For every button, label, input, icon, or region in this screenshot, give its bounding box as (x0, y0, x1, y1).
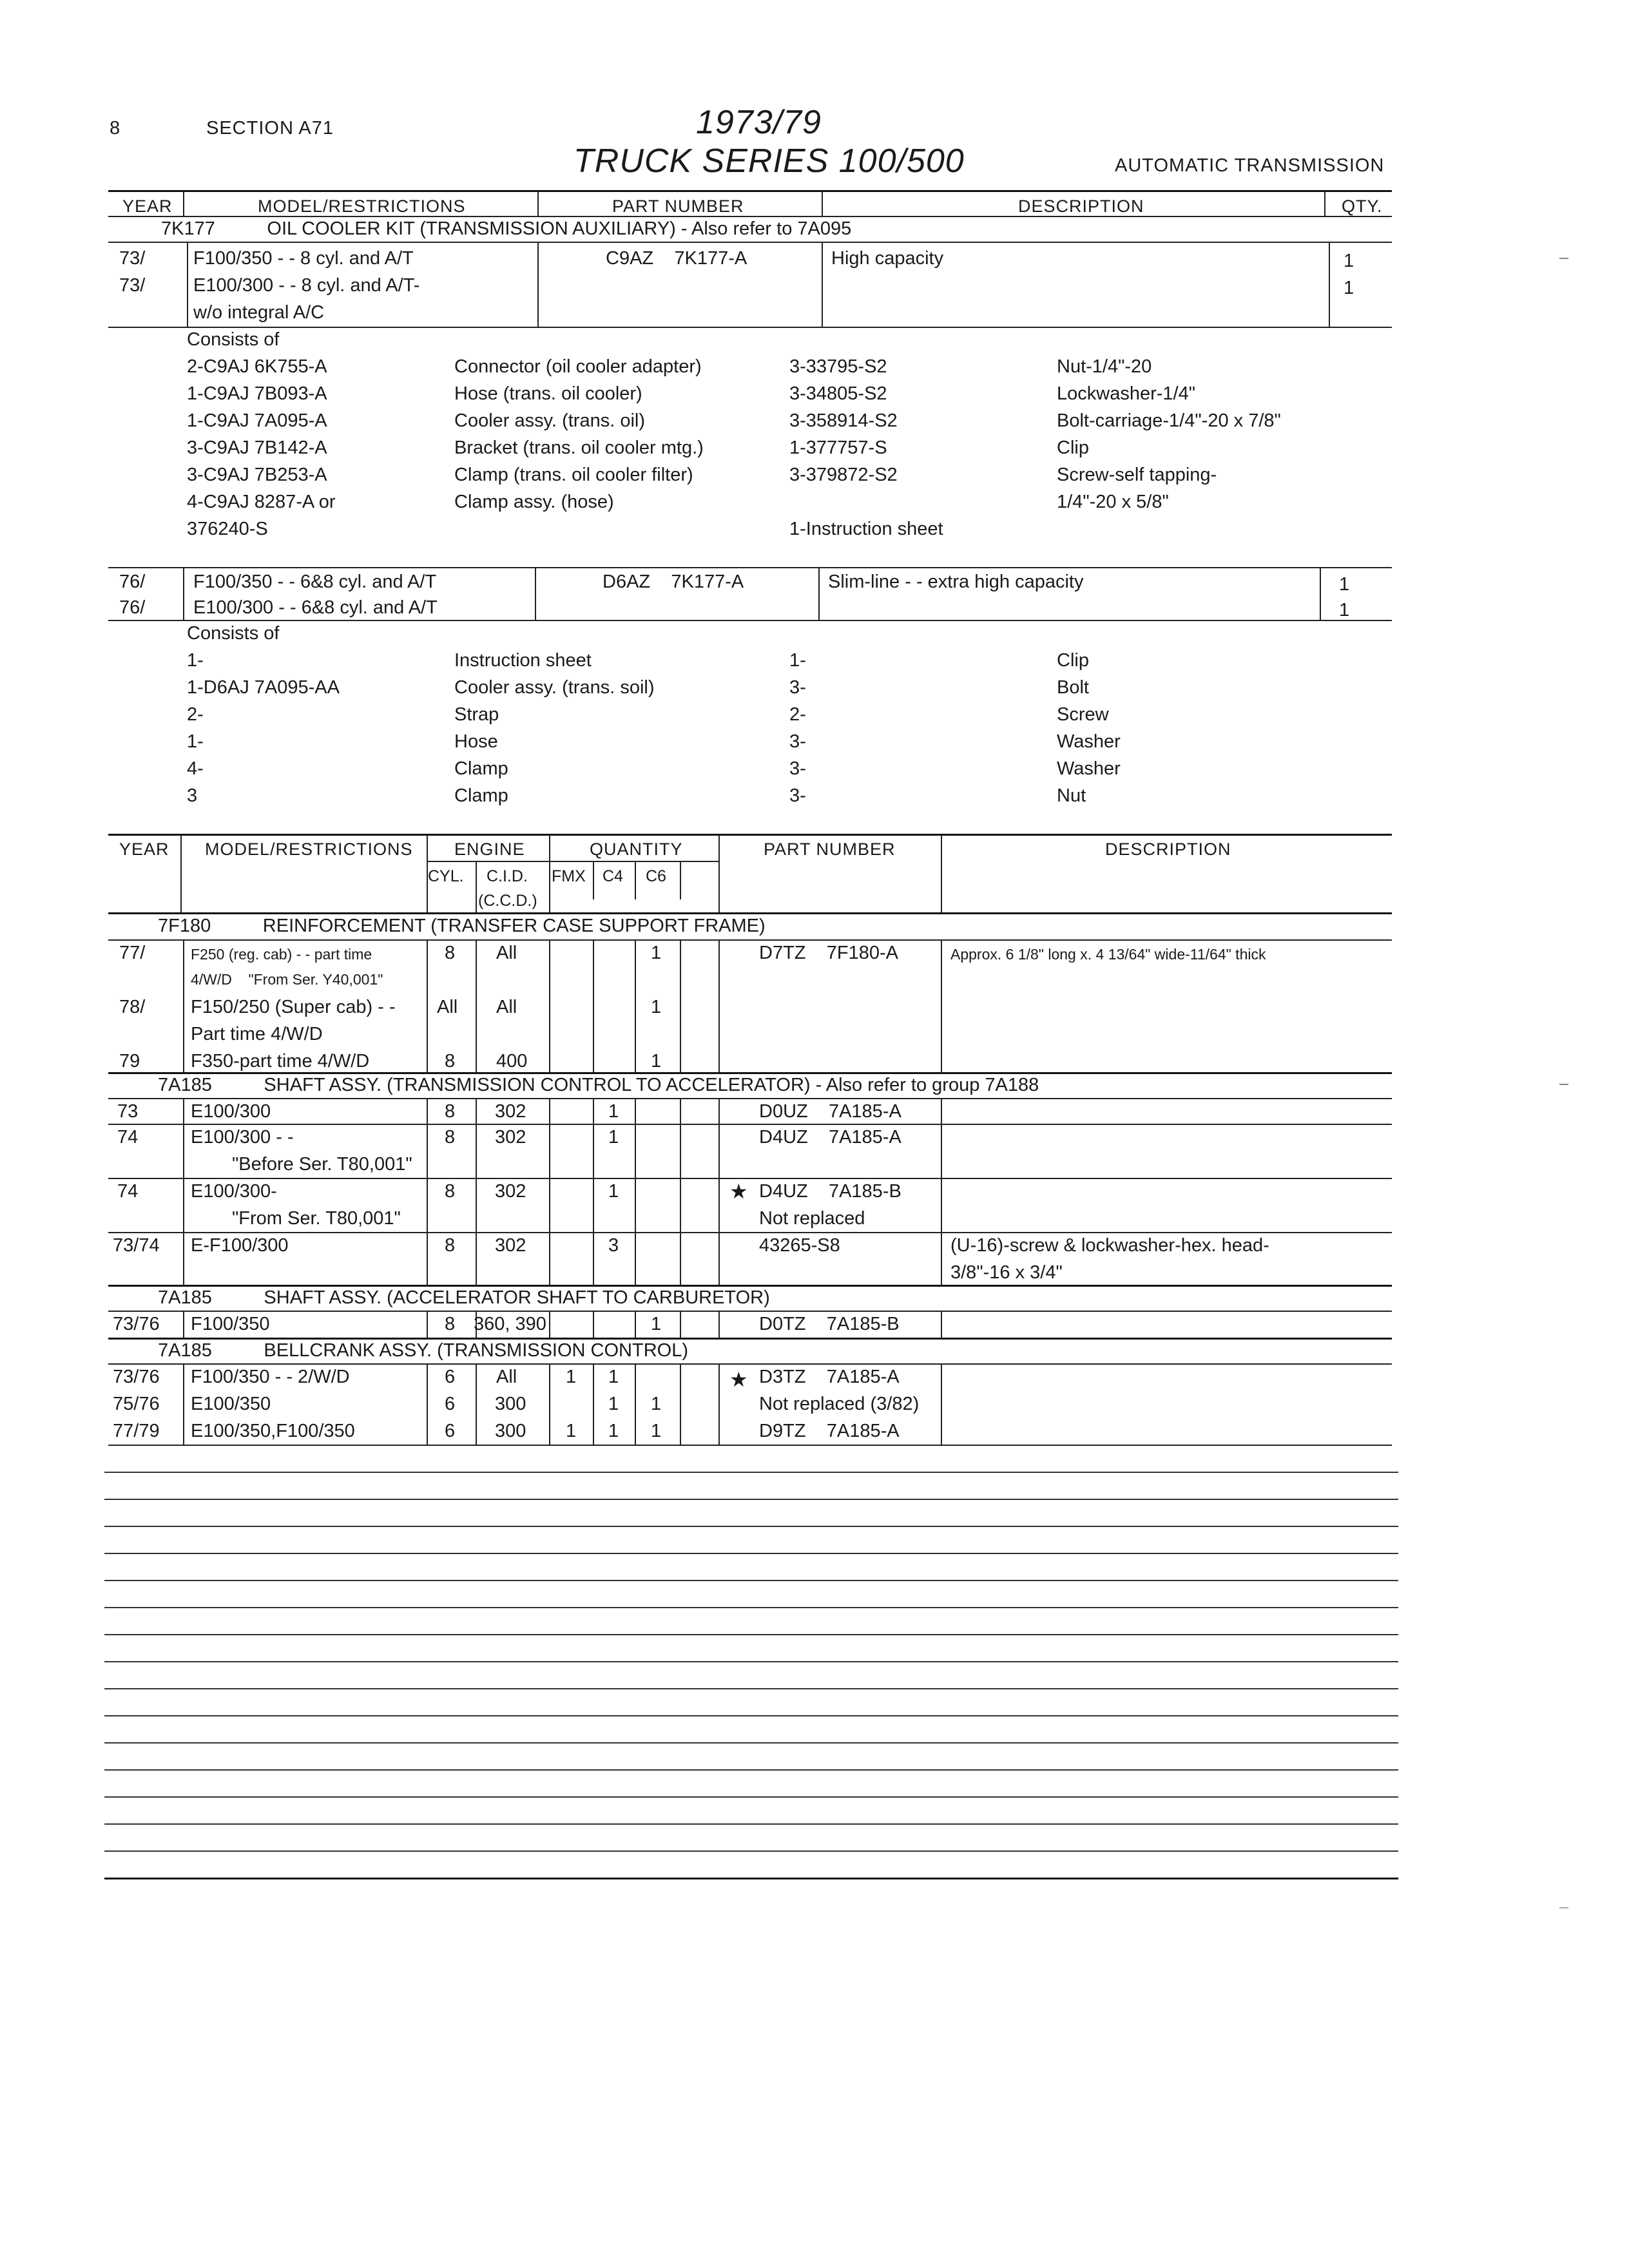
table-row-year: 74 (117, 1127, 139, 1148)
table-row-cyl: 8 (445, 1235, 456, 1256)
table-row-part: D4UZ 7A185-A (759, 1127, 901, 1148)
table-row-c6: 1 (651, 1421, 662, 1441)
table-row-desc: Slim-line - - extra high capacity (828, 572, 1084, 592)
consists-label: Consists of (187, 623, 280, 644)
consists-desc: Nut (1057, 785, 1086, 806)
t2-header-model: MODEL/RESTRICTIONS (205, 840, 413, 859)
star-icon: ★ (729, 1180, 748, 1203)
consists-part: 3-358914-S2 (789, 410, 898, 431)
table-row-qty: 1 (1344, 251, 1354, 271)
table-row-cid: All (496, 997, 517, 1017)
consists-desc: Bracket (trans. oil cooler mtg.) (454, 437, 704, 458)
t1-header-desc: DESCRIPTION (1018, 197, 1144, 216)
table-row-year: 78/ (119, 997, 146, 1017)
title-years: 1973/79 (696, 104, 822, 141)
consists-desc: Screw (1057, 704, 1109, 725)
table-row-fmx: 1 (608, 1181, 619, 1202)
consists-part: 3-34805-S2 (789, 383, 887, 404)
t2-header-quantity: QUANTITY (590, 840, 683, 859)
table-row-model: "Before Ser. T80,001" (232, 1154, 412, 1175)
consists-part: 2-C9AJ 6K755-A (187, 356, 327, 377)
blank-rule (104, 1607, 1398, 1608)
table-row-year: 76/ (119, 572, 146, 592)
table-row-model: E100/300- (191, 1181, 277, 1202)
table-row-c4: 1 (608, 1394, 619, 1414)
margin-mark (1559, 1907, 1568, 1908)
table-row-part: C9AZ 7K177-A (606, 248, 747, 269)
section-label: SECTION A71 (206, 118, 334, 139)
consists-desc: Clamp (454, 785, 508, 806)
table-row-desc: 3/8"-16 x 3/4" (950, 1262, 1063, 1283)
table-row-c4: 1 (651, 997, 662, 1017)
table-row-model: E100/300 - - 6&8 cyl. and A/T (193, 597, 438, 618)
t2-header-part: PART NUMBER (764, 840, 896, 859)
table-row-part: D6AZ 7K177-A (602, 572, 744, 592)
blank-rule (104, 1850, 1398, 1852)
group-title-7a185-bellcrank: 7A185 BELLCRANK ASSY. (TRANSMISSION CONTROL) (158, 1340, 688, 1361)
t2-header-year: YEAR (119, 840, 169, 859)
t2-header-cyl: CYL. (428, 867, 464, 885)
blank-rule (104, 1715, 1398, 1716)
group-title-7f180: 7F180 REINFORCEMENT (TRANSFER CASE SUPPORT FRAME) (158, 916, 766, 936)
consists-desc: Cooler assy. (trans. soil) (454, 677, 655, 698)
table-row-cyl: 8 (445, 1127, 456, 1148)
consists-desc: Screw-self tapping- (1057, 465, 1217, 485)
blank-rule (104, 1580, 1398, 1581)
consists-part: 4-C9AJ 8287-A or (187, 492, 336, 512)
consists-part: 3-C9AJ 7B253-A (187, 465, 327, 485)
table-row-year: 77/79 (113, 1421, 160, 1441)
consists-part: 1- (187, 731, 204, 752)
consists-desc: Clip (1057, 437, 1089, 458)
table-row-model: E100/350,F100/350 (191, 1421, 355, 1441)
table-row-year: 73/ (119, 248, 146, 269)
category-label: AUTOMATIC TRANSMISSION (1115, 155, 1385, 176)
table-row-part: Not replaced (3/82) (759, 1394, 920, 1414)
table-row-desc: Approx. 6 1/8" long x. 4 13/64" wide-11/64" thick (950, 946, 1266, 963)
consists-desc: Strap (454, 704, 499, 725)
consists-part: 376240-S (187, 519, 268, 539)
table-row-year: 76/ (119, 597, 146, 618)
consists-desc: Clamp (454, 758, 508, 779)
group-title-7a185-carb: 7A185 SHAFT ASSY. (ACCELERATOR SHAFT TO CARBURETOR) (158, 1287, 770, 1308)
t2-header-fmx: FMX (552, 867, 586, 885)
table-row-qty: 1 (1339, 600, 1350, 620)
consists-desc: Hose (trans. oil cooler) (454, 383, 642, 404)
table-row-model: F150/250 (Super cab) - - (191, 997, 396, 1017)
consists-desc: Nut-1/4"-20 (1057, 356, 1152, 377)
table-row-model: Part time 4/W/D (191, 1024, 323, 1044)
table-row-model: E-F100/300 (191, 1235, 289, 1256)
consists-part: 1- (789, 650, 806, 671)
table-row-cid: 300 (495, 1421, 526, 1441)
blank-rule (104, 1796, 1398, 1798)
consists-part: 3- (789, 758, 806, 779)
table-row-part: D3TZ 7A185-A (759, 1367, 900, 1387)
blank-rule (104, 1499, 1398, 1500)
t1-header-part: PART NUMBER (612, 197, 744, 216)
consists-part: 1-Instruction sheet (789, 519, 943, 539)
consists-desc: Washer (1057, 758, 1121, 779)
t2-header-cid: C.I.D. (487, 867, 528, 885)
table-row-cyl: 6 (445, 1394, 456, 1414)
consists-part: 1- (187, 650, 204, 671)
table-row-fmx: 1 (566, 1367, 577, 1387)
blank-rule (104, 1688, 1398, 1689)
table-row-cid: 400 (496, 1051, 528, 1072)
page-bottom-rule (104, 1878, 1398, 1879)
margin-mark (1559, 258, 1568, 259)
table-row-year: 73/76 (113, 1367, 160, 1387)
consists-part: 3- (789, 785, 806, 806)
table-row-fmx: 3 (608, 1235, 619, 1256)
table-row-desc: (U-16)-screw & lockwasher-hex. head- (950, 1235, 1269, 1256)
consists-desc: Bolt (1057, 677, 1089, 698)
table-row-cyl: 8 (445, 943, 456, 963)
page-number: 8 (110, 118, 120, 139)
table-row-c4: 1 (651, 943, 662, 963)
table-row-cid: 360, 390 (474, 1314, 546, 1334)
table-row-c4: 1 (651, 1051, 662, 1072)
table-row-part: D4UZ 7A185-B (759, 1181, 901, 1202)
table-row-part: D7TZ 7F180-A (759, 943, 898, 963)
table-row-c4: 1 (608, 1367, 619, 1387)
table-row-cid: 302 (495, 1235, 526, 1256)
consists-desc: Washer (1057, 731, 1121, 752)
consists-part: 2- (789, 704, 806, 725)
table-row-year: 74 (117, 1181, 139, 1202)
table-row-year: 75/76 (113, 1394, 160, 1414)
consists-part: 1-377757-S (789, 437, 887, 458)
table-row-model: w/o integral A/C (193, 302, 325, 323)
table-row-year: 77/ (119, 943, 146, 963)
table-row-qty: 1 (1344, 278, 1354, 298)
table-row-part: 43265-S8 (759, 1235, 840, 1256)
consists-desc: Clip (1057, 650, 1089, 671)
table-row-c4: 1 (651, 1314, 662, 1334)
table-row-year: 73/74 (113, 1235, 160, 1256)
consists-desc: Lockwasher-1/4" (1057, 383, 1196, 404)
table-row-part: Not replaced (759, 1208, 865, 1229)
consists-part: 3-33795-S2 (789, 356, 887, 377)
table-row-cid: 302 (495, 1181, 526, 1202)
table-row-part: D0UZ 7A185-A (759, 1101, 901, 1122)
table2-top-rule (108, 834, 1392, 836)
table-row-year: 73/ (119, 275, 146, 296)
group-title-7a185-shaft: 7A185 SHAFT ASSY. (TRANSMISSION CONTROL TO ACCELERATOR) - Also refer to group 7A188 (158, 1075, 1039, 1095)
consists-desc: Cooler assy. (trans. oil) (454, 410, 645, 431)
consists-part: 2- (187, 704, 204, 725)
table-row-model: F100/350 - - 6&8 cyl. and A/T (193, 572, 437, 592)
blank-rule (104, 1634, 1398, 1635)
consists-part: 3-C9AJ 7B142-A (187, 437, 327, 458)
t2-header-desc: DESCRIPTION (1105, 840, 1231, 859)
table-row-c6: 1 (651, 1394, 662, 1414)
consists-part: 1-C9AJ 7A095-A (187, 410, 327, 431)
table-row-qty: 1 (1339, 574, 1350, 595)
t1-header-qty: QTY. (1342, 197, 1383, 216)
table-row-cyl: 8 (445, 1181, 456, 1202)
table-row-fmx: 1 (608, 1127, 619, 1148)
blank-rule (104, 1661, 1398, 1662)
consists-part: 4- (187, 758, 204, 779)
margin-mark (1559, 1084, 1568, 1085)
table-row-model: F100/350 - - 2/W/D (191, 1367, 350, 1387)
consists-desc: Instruction sheet (454, 650, 592, 671)
consists-part: 1-D6AJ 7A095-AA (187, 677, 340, 698)
table-row-model: E100/350 (191, 1394, 271, 1414)
table-row-model: "From Ser. T80,001" (232, 1208, 401, 1229)
consists-part: 3 (187, 785, 198, 806)
consists-part: 3- (789, 731, 806, 752)
table-row-model: F250 (reg. cab) - - part time (191, 946, 372, 963)
consists-desc: Clamp (trans. oil cooler filter) (454, 465, 693, 485)
blank-rule (104, 1769, 1398, 1771)
table-row-model: F350-part time 4/W/D (191, 1051, 370, 1072)
t2-header-c4: C4 (602, 867, 623, 885)
table-row-year: 73 (117, 1101, 139, 1122)
table-row-part: D9TZ 7A185-A (759, 1421, 900, 1441)
consists-part: 3-379872-S2 (789, 465, 898, 485)
table-row-model: E100/300 - - 8 cyl. and A/T- (193, 275, 420, 296)
blank-rule (104, 1742, 1398, 1744)
title-series: TRUCK SERIES 100/500 (574, 142, 965, 180)
table-row-desc: High capacity (831, 248, 944, 269)
table-row-cid: All (496, 1367, 517, 1387)
consists-label: Consists of (187, 329, 280, 350)
table-row-cyl: 6 (445, 1421, 456, 1441)
table-row-part: D0TZ 7A185-B (759, 1314, 900, 1334)
table-row-model: F100/350 (191, 1314, 270, 1334)
consists-part: 1-C9AJ 7B093-A (187, 383, 327, 404)
table-row-model: E100/300 (191, 1101, 271, 1122)
table-row-model: 4/W/D "From Ser. Y40,001" (191, 971, 383, 988)
table-row-year: 79 (119, 1051, 140, 1072)
table1-top-rule (108, 190, 1392, 192)
table-row-cyl: 8 (445, 1051, 456, 1072)
consists-part: 3- (789, 677, 806, 698)
group-title-7k177: 7K177 OIL COOLER KIT (TRANSMISSION AUXILIARY) - Also refer to 7A095 (161, 218, 852, 239)
consists-desc: 1/4"-20 x 5/8" (1057, 492, 1169, 512)
table-row-cid: 300 (495, 1394, 526, 1414)
table-row-cyl: 8 (445, 1101, 456, 1122)
t2-header-c6: C6 (646, 867, 666, 885)
consists-desc: Bolt-carriage-1/4"-20 x 7/8" (1057, 410, 1281, 431)
table-row-year: 73/76 (113, 1314, 160, 1334)
blank-rule (104, 1823, 1398, 1825)
consists-desc: Connector (oil cooler adapter) (454, 356, 702, 377)
star-icon: ★ (729, 1368, 748, 1391)
blank-rule (104, 1472, 1398, 1473)
table-row-model: F100/350 - - 8 cyl. and A/T (193, 248, 414, 269)
blank-rule (104, 1553, 1398, 1554)
table-row-fmx: 1 (608, 1101, 619, 1122)
consists-desc: Hose (454, 731, 498, 752)
t1-header-model: MODEL/RESTRICTIONS (258, 197, 466, 216)
table-row-c4: 1 (608, 1421, 619, 1441)
table-row-cid: All (496, 943, 517, 963)
table-row-cyl: 8 (445, 1314, 456, 1334)
table-row-cid: 302 (495, 1127, 526, 1148)
table-row-fmx: 1 (566, 1421, 577, 1441)
blank-rule (104, 1526, 1398, 1527)
consists-desc: Clamp assy. (hose) (454, 492, 614, 512)
table-row-cyl: 6 (445, 1367, 456, 1387)
table-row-cid: 302 (495, 1101, 526, 1122)
table-row-model: E100/300 - - (191, 1127, 294, 1148)
t2-header-ccd: (C.C.D.) (478, 892, 537, 910)
t1-header-year: YEAR (122, 197, 173, 216)
t2-header-engine: ENGINE (454, 840, 525, 859)
table-row-cyl: All (437, 997, 458, 1017)
